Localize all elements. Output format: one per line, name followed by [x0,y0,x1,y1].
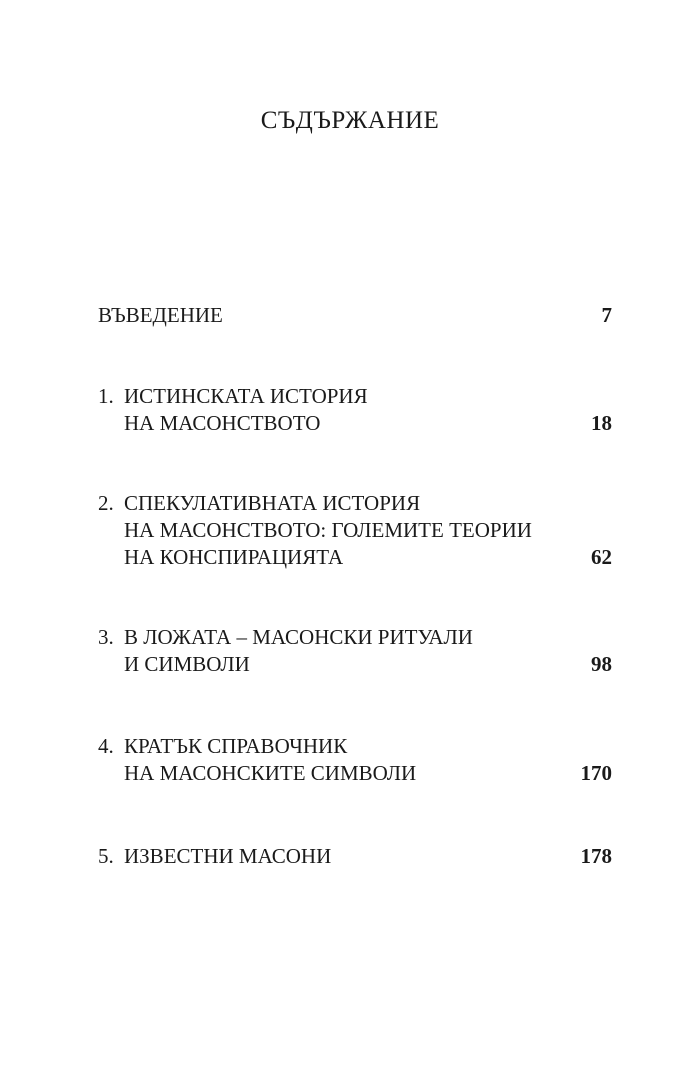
toc-entry-chapter-3[interactable] [98,624,612,678]
toc-page-number: 170 [580,761,612,785]
toc-entry-chapter-4[interactable] [98,733,612,787]
page-title: СЪДЪРЖАНИЕ [260,107,440,134]
toc-entry-chapter-1[interactable] [98,383,612,437]
toc-entry-title: В ЛОЖАТА – МАСОНСКИ РИТУАЛИ [124,625,473,649]
toc-chapter-number: 4. [98,734,114,758]
toc-chapter-number: 3. [98,625,114,649]
toc-entry-title: ИЗВЕСТНИ МАСОНИ [124,844,332,868]
toc-entry-title: СПЕКУЛАТИВНАТА ИСТОРИЯ [124,491,421,515]
toc-chapter-number: 1. [98,384,114,408]
toc-page-number: 18 [591,411,612,435]
toc-entry-title: НА МАСОНСТВОТО: ГОЛЕМИТЕ ТЕОРИИ [124,518,532,542]
toc-entry-title: ВЪВЕДЕНИЕ [98,303,223,327]
toc-entry-title: КРАТЪК СПРАВОЧНИК [124,734,348,758]
toc-page-number: 62 [591,545,612,569]
toc-page-number: 178 [580,844,612,868]
toc-entry-chapter-2[interactable] [98,490,612,571]
toc-entry-introduction[interactable] [98,302,612,329]
toc-entry-title: НА МАСОНСКИТЕ СИМВОЛИ [124,761,417,785]
toc-entry-chapter-5[interactable] [98,843,612,870]
toc-page-number: 7 [601,303,612,327]
toc-chapter-number: 2. [98,491,114,515]
toc-entry-title: И СИМВОЛИ [124,652,250,676]
toc-chapter-number: 5. [98,844,114,868]
toc-page-number: 98 [591,652,612,676]
toc-entry-title: НА КОНСПИРАЦИЯТА [124,545,344,569]
toc-entry-title: НА МАСОНСТВОТО [124,411,321,435]
toc-entry-title: ИСТИНСКАТА ИСТОРИЯ [124,384,368,408]
